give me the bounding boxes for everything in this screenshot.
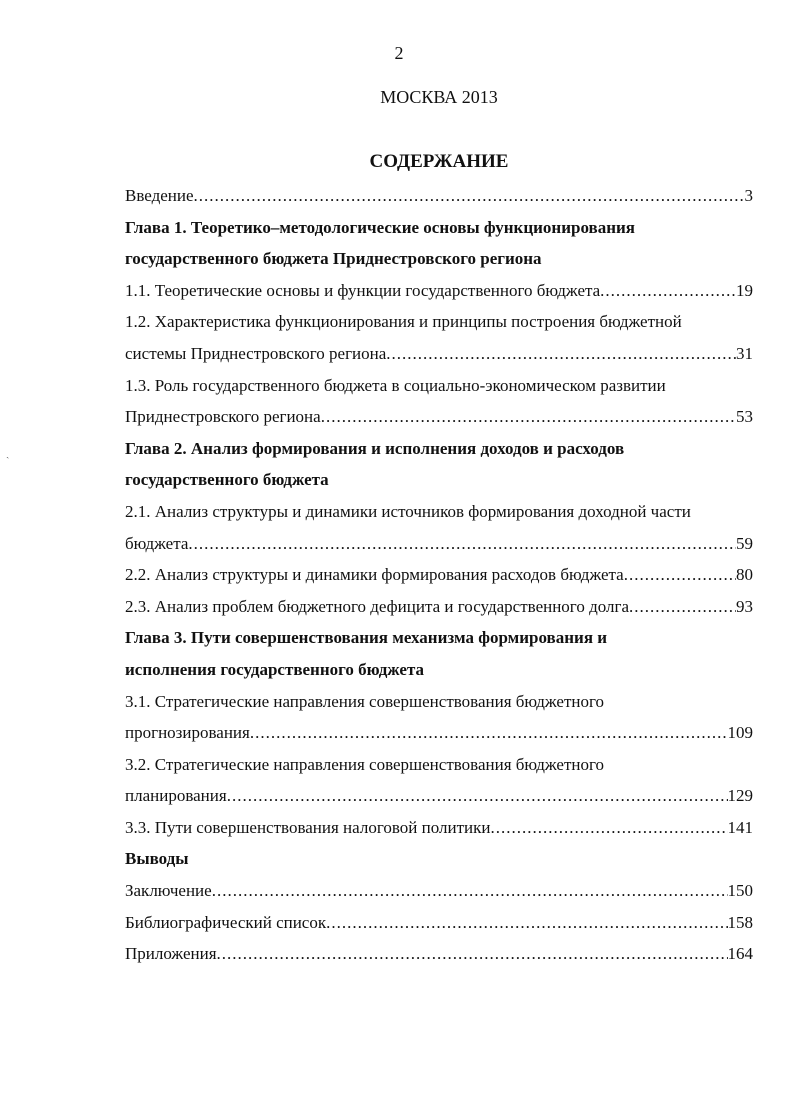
toc-entry-text: Приложения: [125, 944, 217, 964]
toc-entry-page: 141: [727, 817, 753, 837]
page-number: 2: [394, 43, 404, 63]
chapter-3-heading: Глава 3. Пути совершенствования механизма формирования и: [125, 628, 608, 648]
toc-entry-1-2-line1: 1.2. Характеристика функционирования и принципы построения бюджетной: [125, 312, 682, 332]
toc-entry-summary: [125, 875, 753, 907]
toc-title: СОДЕРЖАНИЕ: [369, 151, 509, 172]
toc-entry-1-3: [125, 401, 753, 433]
toc-entry-3-2: [125, 780, 753, 812]
dot-leader: [250, 717, 728, 749]
toc-entry-page: 3: [744, 186, 753, 205]
toc-entry-2-1: [125, 528, 753, 560]
chapter-1-heading-cont: государственного бюджета Приднестровского региона: [125, 249, 542, 269]
toc-entry-page: 59: [736, 533, 753, 553]
chapter-3-heading-cont: исполнения государственного бюджета: [125, 659, 425, 679]
dot-leader: [624, 559, 736, 591]
toc-entry-text: планирования: [125, 786, 227, 806]
toc-entry-page: 164: [727, 944, 753, 964]
toc-entry-page: 109: [727, 723, 753, 743]
chapter-2-heading-cont: государственного бюджета: [125, 470, 329, 490]
chapter-1-heading: Глава 1. Теоретико–методологические основы функционирования: [125, 217, 636, 237]
toc-entry-text: Введение: [125, 186, 194, 205]
toc-entry-page: 150: [727, 881, 753, 901]
toc-entry-3-1: [125, 717, 753, 749]
toc-entry-page: 31: [736, 343, 753, 363]
toc-entry-3-3: [125, 812, 753, 844]
dot-leader: [212, 875, 728, 907]
toc-entry-text: Библиографический список: [125, 912, 327, 932]
toc-entry-intro: [125, 180, 753, 212]
toc-entry-page: 93: [736, 596, 753, 616]
dot-leader: [227, 780, 728, 812]
toc-entry-1-2: [125, 338, 753, 370]
dot-leader: [194, 180, 745, 212]
margin-mark: ˏ: [6, 448, 10, 459]
toc-entry-page: 19: [736, 280, 753, 300]
dot-leader: [188, 528, 736, 560]
toc-entry-text: системы Приднестровского региона: [125, 343, 387, 363]
toc-entry-1-3-line1: 1.3. Роль государственного бюджета в социально-экономическом развитии: [125, 375, 666, 395]
toc-entry-3-1-line1: 3.1. Стратегические направления совершенствования бюджетного: [125, 691, 605, 711]
toc-entry-text: 2.3. Анализ проблем бюджетного дефицита и государственного долга: [125, 596, 630, 616]
toc-entry-page: 129: [727, 786, 753, 806]
chapter-2-heading: Глава 2. Анализ формирования и исполнения доходов и расходов: [125, 438, 625, 458]
dot-leader: [386, 338, 736, 370]
dot-leader: [600, 275, 736, 307]
toc-entry-text: 2.2. Анализ структуры и динамики формирования расходов бюджета: [125, 565, 624, 585]
dot-leader: [217, 938, 728, 970]
toc-entry-bibliography: [125, 907, 753, 939]
dot-leader: [321, 401, 736, 433]
dot-leader: [326, 907, 727, 939]
toc-entry-2-2: [125, 559, 753, 591]
toc-entry-3-2-line1: 3.2. Стратегические направления совершенствования бюджетного: [125, 754, 605, 774]
toc-entry-text: Приднестровского региона: [125, 407, 321, 427]
toc-entry-text: 1.1. Теоретические основы и функции государственного бюджета: [125, 280, 601, 300]
toc-entry-page: 80: [736, 565, 753, 585]
table-of-contents: [125, 180, 753, 970]
toc-entry-text: прогнозирования: [125, 723, 250, 743]
dot-leader: [629, 591, 736, 623]
dot-leader: [490, 812, 727, 844]
city-year: МОСКВА 2013: [380, 87, 498, 107]
toc-entry-appendices: [125, 938, 753, 970]
conclusions-heading: Выводы: [125, 849, 189, 869]
toc-entry-2-1-line1: 2.1. Анализ структуры и динамики источников формирования доходной части: [125, 501, 691, 521]
toc-entry-text: 3.3. Пути совершенствования налоговой политики: [125, 817, 491, 837]
toc-entry-1-1: [125, 275, 753, 307]
toc-entry-page: 53: [736, 407, 753, 427]
toc-entry-text: бюджета: [125, 533, 189, 553]
toc-entry-page: 158: [727, 912, 753, 932]
toc-entry-text: Заключение: [125, 881, 212, 901]
toc-entry-2-3: [125, 591, 753, 623]
